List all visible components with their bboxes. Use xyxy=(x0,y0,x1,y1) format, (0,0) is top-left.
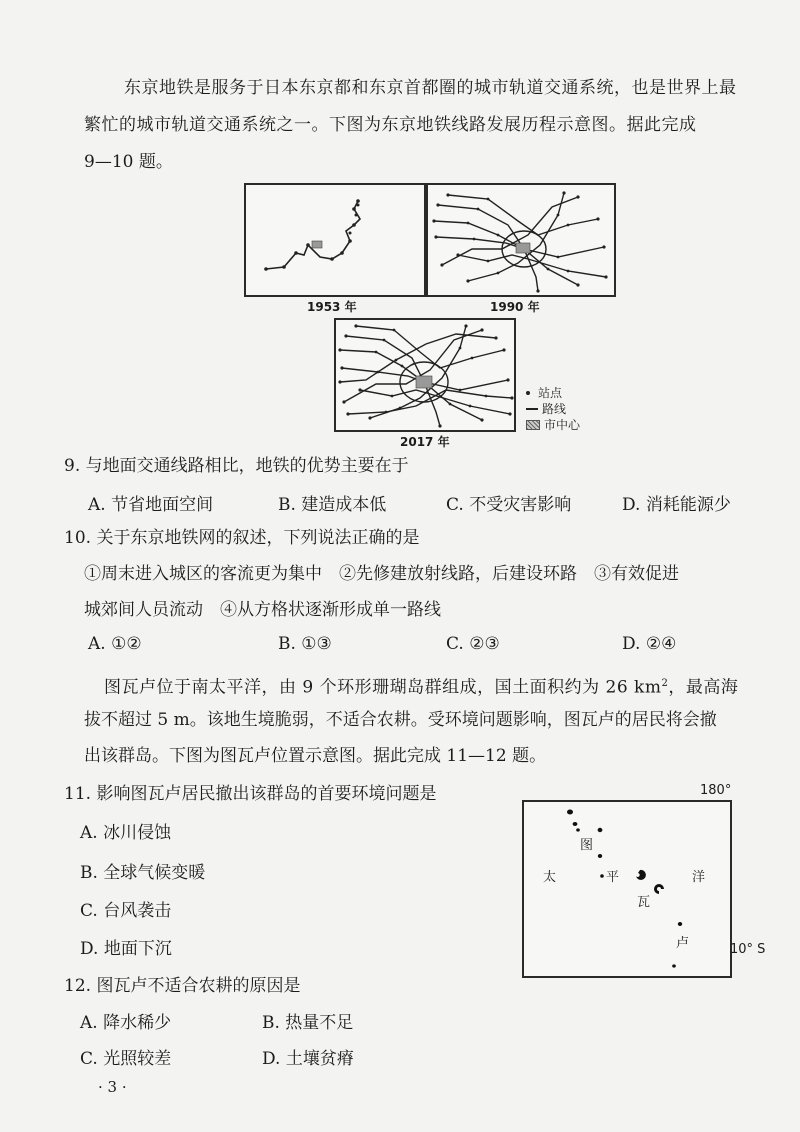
map-2017-graphic xyxy=(336,320,514,430)
q10-statements-line1: ①周末进入城区的客流更为集中 ②先修建放射线路，后建设环路 ③有效促进 xyxy=(84,564,679,584)
q12-option-c[interactable]: C. 光照较差 xyxy=(80,1049,172,1069)
q11-option-c[interactable]: C. 台风袭击 xyxy=(80,901,172,921)
q12-stem: 12. 图瓦卢不适合农耕的原因是 xyxy=(64,976,301,996)
q9-option-d[interactable]: D. 消耗能源少 xyxy=(622,495,731,515)
map-1990-graphic xyxy=(428,185,614,295)
q12-option-a[interactable]: A. 降水稀少 xyxy=(80,1013,172,1033)
legend-route-label: 路线 xyxy=(542,402,567,416)
legend-center xyxy=(526,416,580,433)
q9-stem: 9. 与地面交通线路相比，地铁的优势主要在于 xyxy=(64,456,409,476)
caption-1990: 1990 年 xyxy=(490,300,540,314)
map-1990 xyxy=(426,183,616,297)
map-label-tu: 图 xyxy=(580,838,594,853)
q10-stem: 10. 关于东京地铁网的叙述，下列说法正确的是 xyxy=(64,528,420,548)
caption-1953: 1953 年 xyxy=(307,300,357,314)
q11-stem: 11. 影响图瓦卢居民撤出该群岛的首要环境问题是 xyxy=(64,784,437,804)
q9-option-c[interactable]: C. 不受灾害影响 xyxy=(446,495,572,515)
latitude-10s-label: 10° S xyxy=(730,942,766,957)
passage2-superscript: 2 xyxy=(661,678,669,689)
passage2-line1-part1: 图瓦卢位于南太平洋，由 9 个环形珊瑚岛群组成，国土面积约为 26 km xyxy=(104,677,662,698)
legend-station xyxy=(526,384,562,401)
map-label-lu: 卢 xyxy=(676,936,690,951)
longitude-180-label: 180° xyxy=(700,783,732,798)
passage1-line3: 9—10 题。 xyxy=(84,152,173,172)
route-line-icon xyxy=(526,408,538,410)
q12-option-b[interactable]: B. 热量不足 xyxy=(262,1013,354,1033)
city-center-hatch-icon xyxy=(526,420,540,430)
map-label-yang: 洋 xyxy=(692,870,706,885)
q9-option-b[interactable]: B. 建造成本低 xyxy=(278,495,387,515)
page-number: · 3 · xyxy=(98,1078,127,1096)
q9-option-a[interactable]: A. 节省地面空间 xyxy=(88,495,214,515)
passage2-line3: 出该群岛。下图为图瓦卢位置示意图。据此完成 11—12 题。 xyxy=(84,746,547,766)
caption-2017: 2017 年 xyxy=(400,435,450,449)
q10-statements-line2: 城郊间人员流动 ④从方格状逐渐形成单一路线 xyxy=(84,600,441,620)
legend-center-label: 市中心 xyxy=(544,418,581,432)
q11-option-a[interactable]: A. 冰川侵蚀 xyxy=(80,823,172,843)
q11-option-b[interactable]: B. 全球气候变暖 xyxy=(80,863,206,883)
map-2017 xyxy=(334,318,516,432)
q12-option-d[interactable]: D. 土壤贫瘠 xyxy=(262,1049,354,1069)
q11-option-d[interactable]: D. 地面下沉 xyxy=(80,939,172,959)
map-1953 xyxy=(244,183,426,297)
tuvalu-map xyxy=(522,800,732,978)
passage1-line1: 东京地铁是服务于日本东京都和东京首都圈的城市轨道交通系统，也是世界上最 xyxy=(124,78,737,98)
passage2-line1 xyxy=(104,670,738,702)
passage2-line1-part2: ，最高海 xyxy=(668,677,739,698)
q10-option-c[interactable]: C. ②③ xyxy=(446,634,500,654)
map-label-ping: 平 xyxy=(606,870,620,885)
q10-option-d[interactable]: D. ②④ xyxy=(622,634,677,654)
station-dot-icon xyxy=(526,391,530,395)
q10-option-a[interactable]: A. ①② xyxy=(88,634,142,654)
legend-route xyxy=(526,400,566,417)
legend-station-label: 站点 xyxy=(538,386,563,400)
tuvalu-map-islands xyxy=(524,802,730,976)
passage1-line2: 繁忙的城市轨道交通系统之一。下图为东京地铁线路发展历程示意图。据此完成 xyxy=(84,115,697,135)
passage2-line2: 拔不超过 5 m。该地生境脆弱，不适合农耕。受环境问题影响，图瓦卢的居民将会撤 xyxy=(84,710,717,730)
map-label-tai: 太 xyxy=(543,870,557,885)
map-label-wa: 瓦 xyxy=(637,895,651,910)
map-1953-graphic xyxy=(246,185,424,295)
q10-option-b[interactable]: B. ①③ xyxy=(278,634,332,654)
